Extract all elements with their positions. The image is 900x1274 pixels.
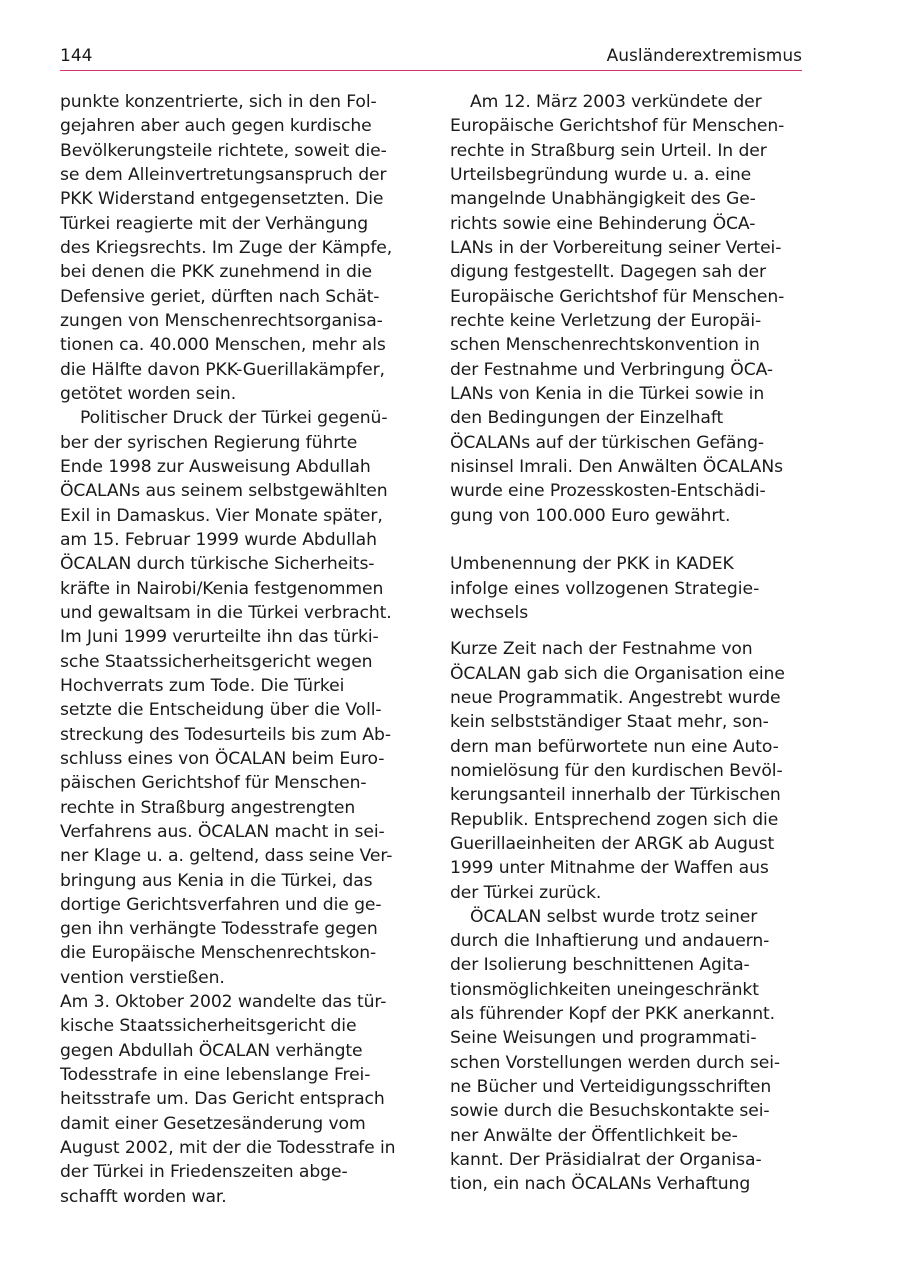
text-line: der Türkei zurück. xyxy=(450,882,602,903)
text-line: Guerillaeinheiten der ARGK ab August xyxy=(450,833,775,854)
text-line: ner Anwälte der Öffentlichkeit be- xyxy=(450,1125,738,1146)
text-line: rechte keine Verletzung der Europäi- xyxy=(450,310,762,331)
text-line: nomielösung für den kurdischen Bevöl- xyxy=(450,760,783,781)
text-line: die Europäische Menschenrechtskon- xyxy=(60,943,377,964)
text-line: schafft worden war. xyxy=(60,1186,227,1207)
text-line: schen Vorstellungen werden durch sei- xyxy=(450,1052,781,1073)
text-line: Exil in Damaskus. Vier Monate später, xyxy=(60,505,383,526)
text-line: setzte die Entscheidung über die Voll- xyxy=(60,700,382,721)
text-line: gejahren aber auch gegen kurdische xyxy=(60,116,372,137)
text-line: ÖCALANs aus seinem selbstgewählten xyxy=(60,481,388,502)
text-line: August 2002, mit der die Todesstrafe in xyxy=(60,1138,396,1159)
text-line: punkte konzentrierte, sich in den Fol- xyxy=(60,92,377,112)
text-line: Europäische Gerichtshof für Menschen- xyxy=(450,116,785,137)
text-line: se dem Alleinvertretungsanspruch der xyxy=(60,164,387,185)
right-column-paragraphs-top xyxy=(450,90,806,528)
text-line: Verfahrens aus. ÖCALAN macht in sei- xyxy=(60,821,385,842)
text-line: kannt. Der Präsidialrat der Organisa- xyxy=(450,1150,762,1171)
text-line: 1999 unter Mitnahme der Waffen aus xyxy=(450,858,769,879)
text-line: Am 3. Oktober 2002 wandelte das tür- xyxy=(60,992,387,1013)
text-line: tion, ein nach ÖCALANs Verhaftung xyxy=(450,1174,751,1195)
text-line: streckung des Todesurteils bis zum Ab- xyxy=(60,724,391,745)
text-line: der Türkei in Friedenszeiten abge- xyxy=(60,1162,348,1183)
text-line: ÖCALAN gab sich die Organisation eine xyxy=(450,663,785,684)
text-line: neue Programmatik. Angestrebt wurde xyxy=(450,687,781,708)
text-line: nisinsel Imrali. Den Anwälten ÖCALANs xyxy=(450,456,783,477)
text-line: damit einer Gesetzesänderung vom xyxy=(60,1113,366,1134)
running-title: Ausländerextremismus xyxy=(606,46,802,66)
text-line: wurde eine Prozesskosten-Entschädi- xyxy=(450,481,766,502)
text-line: durch die Inhaftierung und andauern- xyxy=(450,931,770,952)
right-column-paragraphs-bottom xyxy=(450,637,806,1197)
text-line: gegen Abdullah ÖCALAN verhängte xyxy=(60,1040,363,1061)
text-line: ne Bücher und Verteidigungsschriften xyxy=(450,1077,772,1098)
text-line: mangelnde Unabhängigkeit des Ge- xyxy=(450,189,756,210)
section-heading-line: Umbenennung der PKK in KADEK xyxy=(450,554,734,575)
text-line: digung festgestellt. Dagegen sah der xyxy=(450,262,766,283)
section-heading-line: infolge eines vollzogenen Strategie- xyxy=(450,578,760,599)
text-line: getötet worden sein. xyxy=(60,383,237,404)
text-line: dortige Gerichtsverfahren und die ge- xyxy=(60,894,382,915)
text-line: sche Staatssicherheitsgericht wegen xyxy=(60,651,373,672)
text-line: Todesstrafe in eine lebenslange Frei- xyxy=(60,1065,371,1086)
page-number: 144 xyxy=(60,46,93,66)
text-line: LANs in der Vorbereitung seiner Vertei- xyxy=(450,237,782,258)
text-line: kräfte in Nairobi/Kenia festgenommen xyxy=(60,578,384,599)
text-line: bei denen die PKK zunehmend in die xyxy=(60,262,372,283)
section-heading-line: wechsels xyxy=(450,602,529,623)
text-line: Politischer Druck der Türkei gegenü- xyxy=(80,408,388,429)
text-line: den Bedingungen der Einzelhaft xyxy=(450,408,724,429)
text-line: Kurze Zeit nach der Festnahme von xyxy=(450,639,753,660)
text-line: ÖCALAN durch türkische Sicherheits- xyxy=(60,554,375,575)
heading-spacer xyxy=(450,625,806,637)
text-line: Ende 1998 zur Ausweisung Abdullah xyxy=(60,456,371,477)
right-column xyxy=(450,90,806,1197)
text-line: gung von 100.000 Euro gewährt. xyxy=(450,505,731,526)
text-line: Hochverrats zum Tode. Die Türkei xyxy=(60,675,345,696)
text-line: Türkei reagierte mit der Verhängung xyxy=(60,213,369,234)
text-line: der Isolierung beschnittenen Agita- xyxy=(450,955,750,976)
text-line: am 15. Februar 1999 wurde Abdullah xyxy=(60,529,377,550)
text-line: Urteilsbegründung wurde u. a. eine xyxy=(450,164,752,185)
text-line: ÖCALAN selbst wurde trotz seiner xyxy=(470,906,758,927)
text-line: und gewaltsam in die Türkei verbracht. xyxy=(60,602,392,623)
text-line: der Festnahme und Verbringung ÖCA- xyxy=(450,359,773,380)
text-line: Bevölkerungsteile richtete, soweit die- xyxy=(60,140,387,161)
text-line: rechte in Straßburg angestrengten xyxy=(60,797,356,818)
text-line: Am 12. März 2003 verkündete der xyxy=(470,92,762,112)
text-line: LANs von Kenia in die Türkei sowie in xyxy=(450,383,765,404)
text-line: Republik. Entsprechend zogen sich die xyxy=(450,809,779,830)
text-line: dern man befürwortete nun eine Auto- xyxy=(450,736,779,757)
text-line: ÖCALANs auf der türkischen Gefäng- xyxy=(450,432,764,453)
text-line: die Hälfte davon PKK-Guerillakämpfer, xyxy=(60,359,385,380)
text-line: schen Menschenrechtskonvention in xyxy=(450,335,760,356)
text-line: kische Staatssicherheitsgericht die xyxy=(60,1016,357,1037)
text-line: ner Klage u. a. geltend, dass seine Ver- xyxy=(60,846,393,867)
section-heading xyxy=(450,552,806,625)
text-line: schluss eines von ÖCALAN beim Euro- xyxy=(60,748,385,769)
text-line: PKK Widerstand entgegensetzten. Die xyxy=(60,189,384,210)
text-line: kerungsanteil innerhalb der Türkischen xyxy=(450,785,781,806)
text-line: päischen Gerichtshof für Menschen- xyxy=(60,773,367,794)
running-header xyxy=(60,44,802,71)
text-line: zungen von Menschenrechtsorganisa- xyxy=(60,310,383,331)
text-line: gen ihn verhängte Todesstrafe gegen xyxy=(60,919,378,940)
text-line: des Kriegsrechts. Im Zuge der Kämpfe, xyxy=(60,237,393,258)
text-line: als führender Kopf der PKK anerkannt. xyxy=(450,1004,776,1025)
left-column xyxy=(60,90,418,1209)
section-spacer xyxy=(450,528,806,552)
text-line: tionen ca. 40.000 Menschen, mehr als xyxy=(60,335,386,356)
text-line: tionsmöglichkeiten uneingeschränkt xyxy=(450,979,759,1000)
text-line: kein selbstständiger Staat mehr, son- xyxy=(450,712,769,733)
text-line: rechte in Straßburg sein Urteil. In der xyxy=(450,140,767,161)
text-line: Im Juni 1999 verurteilte ihn das türki- xyxy=(60,627,379,648)
text-line: Europäische Gerichtshof für Menschen- xyxy=(450,286,785,307)
text-line: sowie durch die Besuchskontakte sei- xyxy=(450,1101,770,1122)
text-line: bringung aus Kenia in die Türkei, das xyxy=(60,870,373,891)
text-line: Defensive geriet, dürften nach Schät- xyxy=(60,286,380,307)
text-line: heitsstrafe um. Das Gericht entsprach xyxy=(60,1089,385,1110)
text-line: Seine Weisungen und programmati- xyxy=(450,1028,757,1049)
text-line: ber der syrischen Regierung führte xyxy=(60,432,358,453)
text-line: richts sowie eine Behinderung ÖCA- xyxy=(450,213,756,234)
text-line: vention verstießen. xyxy=(60,967,225,988)
